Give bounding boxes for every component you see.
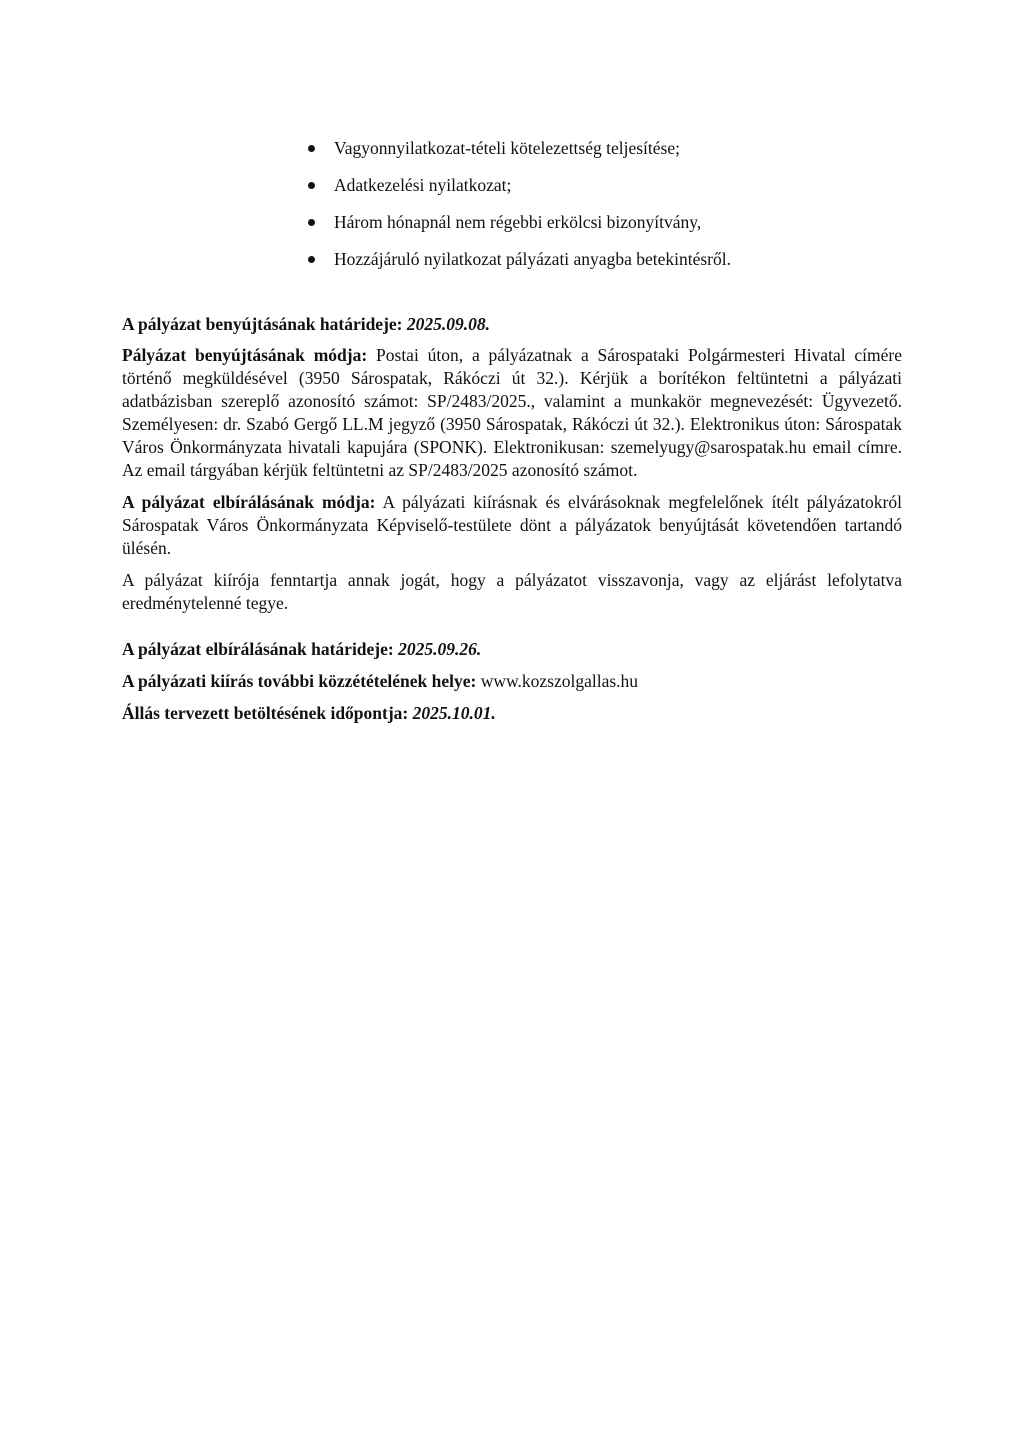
evaluation-deadline-value: 2025.09.26. <box>398 639 482 659</box>
planned-start-value: 2025.10.01. <box>412 703 496 723</box>
bullet-text: Adatkezelési nyilatkozat; <box>334 175 512 195</box>
evaluation-method-label: A pályázat elbírálásának módja: <box>122 492 376 512</box>
bullet-text: Hozzájáruló nyilatkozat pályázati anyagba betekintésről. <box>334 249 731 269</box>
list-item <box>302 174 922 197</box>
publication-place-label: A pályázati kiírás további közzétételének helye: <box>122 671 477 691</box>
requirements-bullet-list <box>302 137 922 285</box>
submission-deadline-value: 2025.09.08. <box>406 314 490 334</box>
planned-start <box>122 702 902 725</box>
bullet-icon <box>308 145 315 152</box>
list-item <box>302 248 922 271</box>
submission-method-text: Postai úton, a pályázatnak a Sárospataki Polgármesteri Hivatal címére történő megküldésével (3950 Sárospatak, Rákóczi út 32.). Kérjük a borítékon feltüntetni a pályázati adatbázisban szereplő azonosító számot: SP/2483/2025., valamint a munkakör megnevezését: Ügyvezető. Személyesen: dr. Szabó Gergő LL.M jegyző (3950 Sárospatak, Rákóczi út 32.). Elektronikus úton: Sárospatak Város Önkormányzata hivatali kapujára (SPONK). Elektronikusan: szemelyugy@sarospatak.hu email címre. Az email tárgyában kérjük feltüntetni az SP/2483/2025 azonosító számot. <box>122 345 903 480</box>
list-item <box>302 137 922 160</box>
bullet-text: Három hónapnál nem régebbi erkölcsi bizonyítvány, <box>334 212 702 232</box>
submission-method-label: Pályázat benyújtásának módja: <box>122 345 368 365</box>
evaluation-method <box>122 491 902 560</box>
planned-start-label: Állás tervezett betöltésének időpontja: <box>122 703 413 723</box>
publication-place <box>122 670 902 693</box>
publication-place-value: www.kozszolgallas.hu <box>476 671 639 691</box>
submission-method <box>122 344 902 482</box>
reservation-paragraph: A pályázat kiírója fenntartja annak jogát, hogy a pályázatot visszavonja, vagy az eljárást lefolytatva eredménytelenné tegye. <box>122 570 902 613</box>
submission-deadline-label: A pályázat benyújtásának határideje: <box>122 314 407 334</box>
submission-deadline <box>122 313 902 336</box>
bullet-icon <box>308 182 315 189</box>
bullet-icon <box>308 219 315 226</box>
document-body <box>122 313 902 725</box>
evaluation-deadline <box>122 638 902 661</box>
evaluation-method-text: A pályázati kiírásnak és elvárásoknak megfelelőnek ítélt pályázatokról Sárospatak Város Önkormányzata Képviselő-testülete dönt a pályázatok benyújtását követendően tartandó ülésén. <box>122 492 902 558</box>
bullet-icon <box>308 256 315 263</box>
evaluation-deadline-label: A pályázat elbírálásának határideje: <box>122 639 399 659</box>
list-item <box>302 211 922 234</box>
bullet-text: Vagyonnyilatkozat-tételi kötelezettség teljesítése; <box>334 138 680 158</box>
